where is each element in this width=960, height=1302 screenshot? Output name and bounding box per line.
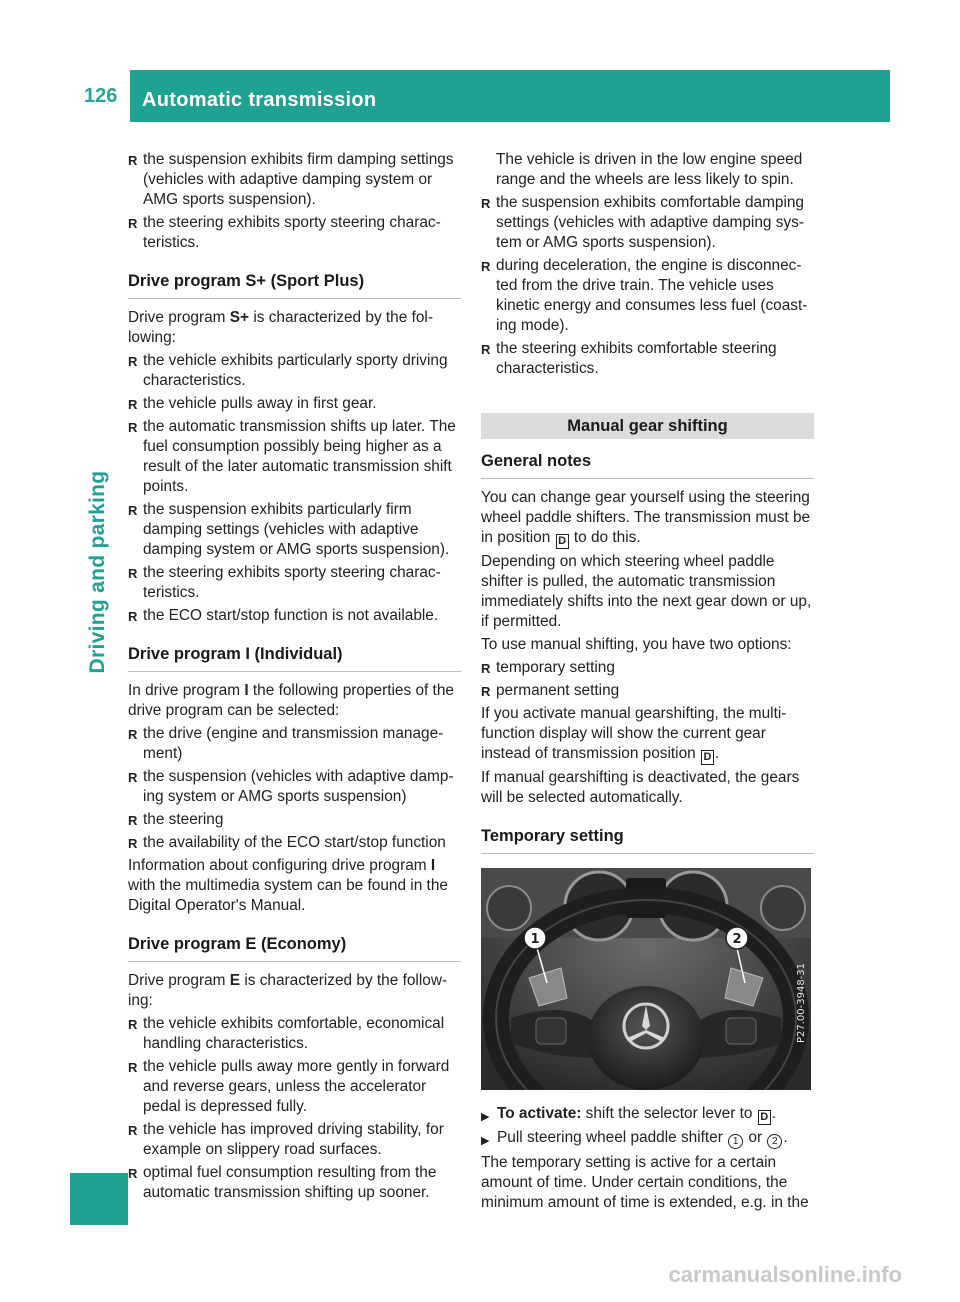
list-item: R the suspension exhibits firm damping settings (vehicles with adaptive damping system or AMG sports suspension). xyxy=(128,150,461,210)
page-number: 126 xyxy=(70,70,128,122)
heading-economy: Drive program E (Economy) xyxy=(128,934,461,962)
list-item: R the automatic transmission shifts up later. The fuel consumption possibly being higher as a result of the later automatic transmission shift points. xyxy=(128,417,461,497)
list-item: R permanent setting xyxy=(481,681,814,701)
side-tab-label: Driving and parking xyxy=(86,470,109,674)
general-notes-para: If manual gearshifting is deactivated, the gears will be selected automatically. xyxy=(481,769,800,806)
general-notes-para: To use manual shifting, you have two options: xyxy=(481,636,792,653)
list-item: R the ECO start/stop function is not available. xyxy=(128,606,461,626)
sport-plus-intro: Drive program S+ is characterized by the following: xyxy=(128,309,433,346)
list-item: R the vehicle pulls away more gently in forward and reverse gears, unless the accelerator pedal is depressed fully. xyxy=(128,1057,461,1117)
header-divider xyxy=(128,70,130,122)
heading-manual-gear-shifting: Manual gear shifting xyxy=(481,413,814,439)
heading-temporary-setting: Temporary setting xyxy=(481,826,814,854)
figure-code: P27.00-3948-31 xyxy=(796,962,807,1044)
transmission-d-icon: D xyxy=(556,534,569,549)
list-item: R the suspension exhibits particularly firm damping settings (vehicles with adaptive damping system or AMG sports suspension). xyxy=(128,500,461,560)
list-item: R the drive (engine and transmission management) xyxy=(128,724,461,764)
heading-individual: Drive program I (Individual) xyxy=(128,644,461,672)
list-item: R the steering exhibits sporty steering characteristics. xyxy=(128,213,461,253)
side-tab-marker xyxy=(70,1173,128,1225)
general-notes-para: If you activate manual gearshifting, the multifunction display will show the current gear instead of transmission position D . xyxy=(481,705,787,763)
watermark: carmanualsonline.info xyxy=(668,1262,902,1287)
callout-2-label: 2 xyxy=(732,932,742,947)
transmission-d-icon: D xyxy=(758,1110,771,1125)
side-tab xyxy=(82,462,114,682)
instruction-step: ▶ To activate: shift the selector lever to D . xyxy=(481,1104,814,1125)
steering-wheel-illustration xyxy=(481,868,811,1090)
list-item: R the suspension (vehicles with adaptive damping system or AMG sports suspension) xyxy=(128,767,461,807)
list-item: R the vehicle pulls away in first gear. xyxy=(128,394,461,414)
list-item: R the vehicle exhibits particularly sporty driving characteristics. xyxy=(128,351,461,391)
economy-intro: Drive program E is characterized by the following: xyxy=(128,972,448,1009)
callout-1-label: 1 xyxy=(530,932,540,947)
list-item: R the steering xyxy=(128,810,461,830)
steering-wheel-figure xyxy=(481,868,811,1090)
list-item: R the availability of the ECO start/stop function xyxy=(128,833,461,853)
list-item: R the vehicle has improved driving stability, for example on slippery road surfaces. xyxy=(128,1120,461,1160)
list-item: R temporary setting xyxy=(481,658,814,678)
list-item: R during deceleration, the engine is disconnected from the drive train. The vehicle uses kinetic energy and consumes less fuel (coasting mode). xyxy=(481,256,814,336)
individual-info: Information about configuring drive program I with the multimedia system can be found in the Digital Operator's Manual. xyxy=(128,857,448,914)
list-item: R optimal fuel consumption resulting from the automatic transmission shifting up sooner. xyxy=(128,1163,461,1203)
list-item: R the suspension exhibits comfortable damping settings (vehicles with adaptive damping system or AMG sports suspension). xyxy=(481,193,814,253)
list-item: R the steering exhibits sporty steering characteristics. xyxy=(128,563,461,603)
individual-intro: In drive program I the following properties of the drive program can be selected: xyxy=(128,682,454,719)
right-column xyxy=(481,150,814,1216)
callout-2-icon: 2 xyxy=(767,1134,782,1149)
left-column xyxy=(128,150,461,1206)
heading-sport-plus: Drive program S+ (Sport Plus) xyxy=(128,271,461,299)
general-notes-para: You can change gear yourself using the steering wheel paddle shifters. The transmission must be in position D to do this. xyxy=(481,489,811,547)
list-item: R the vehicle exhibits comfortable, economical handling characteristics. xyxy=(128,1014,461,1054)
instruction-step: ▶ Pull steering wheel paddle shifter 1 or 2 . xyxy=(481,1128,814,1149)
temporary-setting-para: The temporary setting is active for a certain amount of time. Under certain conditions, the minimum amount of time is extended, e.g. in the xyxy=(481,1154,809,1211)
general-notes-para: Depending on which steering wheel paddle shifter is pulled, the automatic transmission immediately shifts into the next gear down or up, if permitted. xyxy=(481,553,812,630)
heading-general-notes: General notes xyxy=(481,451,814,479)
callout-1-icon: 1 xyxy=(728,1134,743,1149)
economy-continuation: The vehicle is driven in the low engine speed range and the wheels are less likely to spin. xyxy=(496,151,803,188)
transmission-d-icon: D xyxy=(701,750,714,765)
chapter-title: Automatic transmission xyxy=(142,89,377,111)
list-item: R the steering exhibits comfortable steering characteristics. xyxy=(481,339,814,379)
